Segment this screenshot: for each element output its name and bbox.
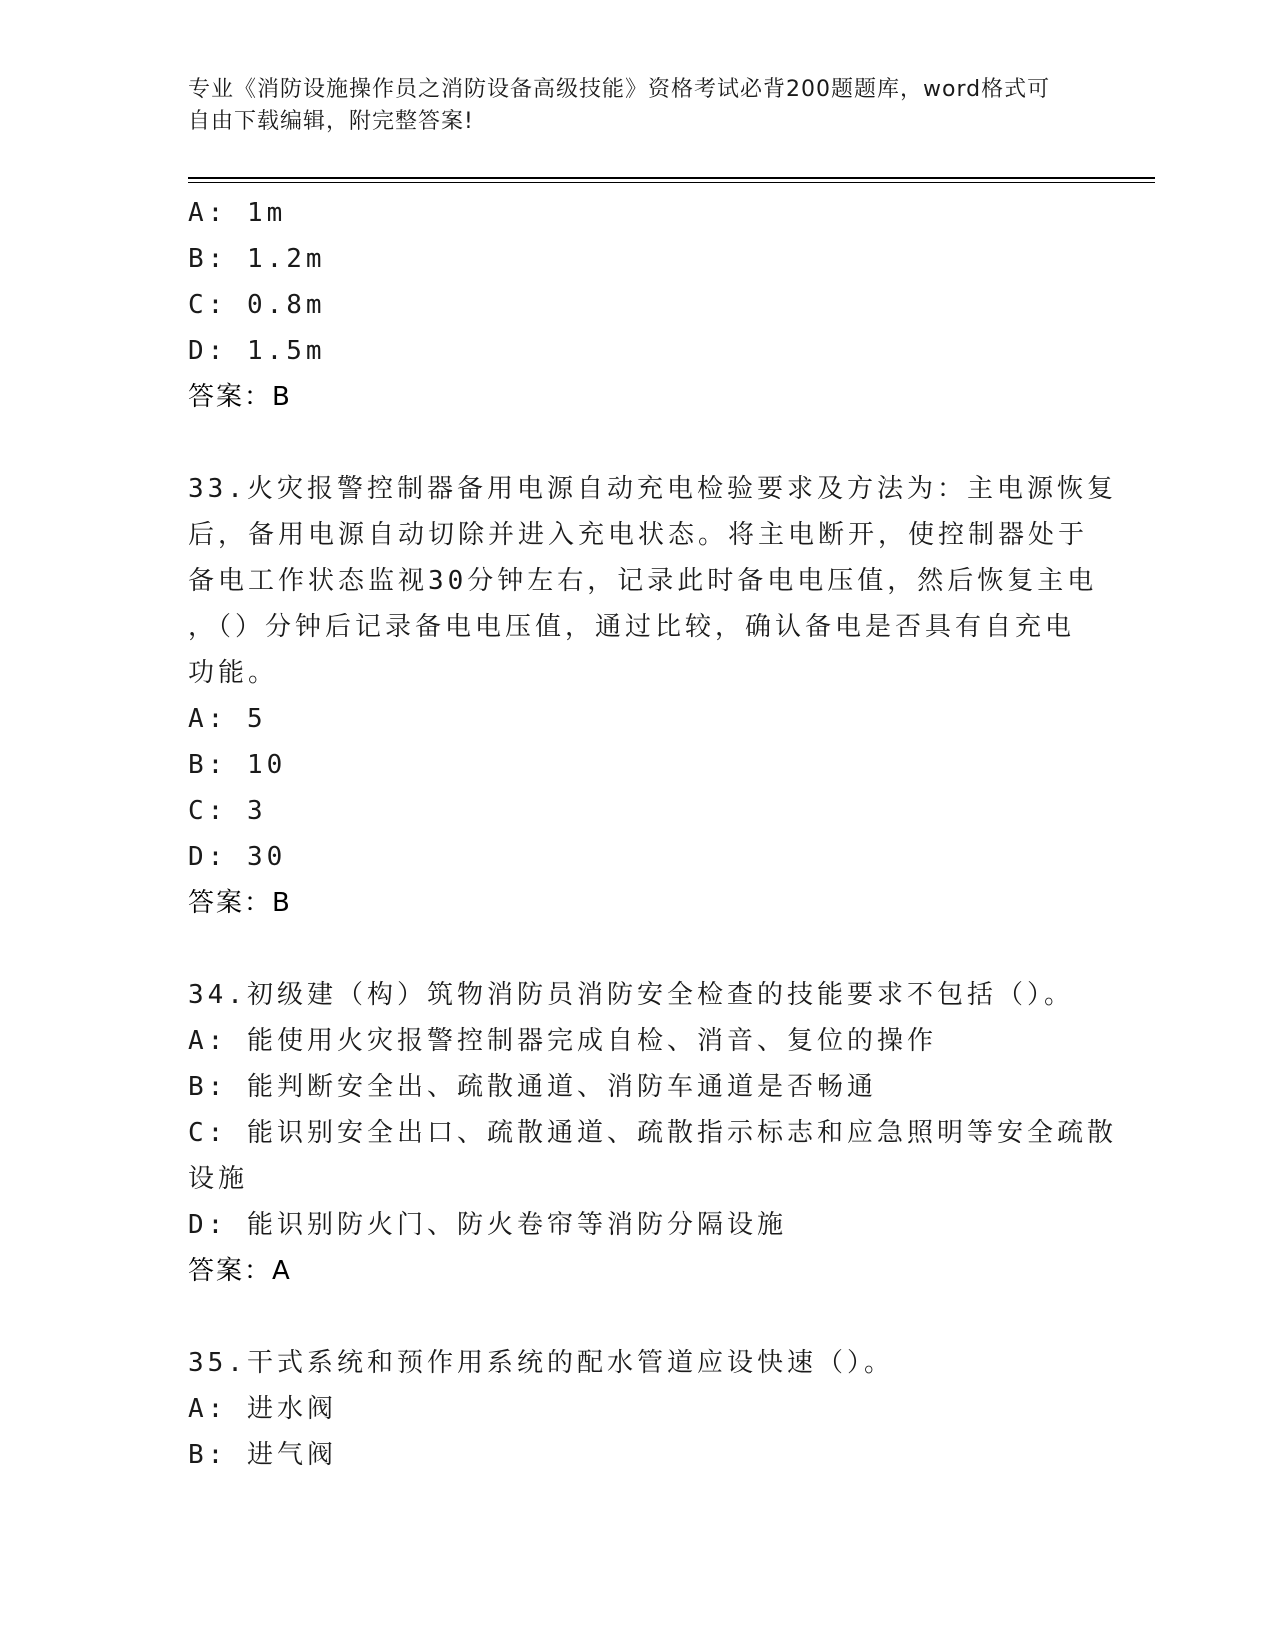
option-c: C: 能识别安全出口、疏散通道、疏散指示标志和应急照明等安全疏散 [188,1118,1117,1148]
question-stem-line: 备电工作状态监视30分钟左右，记录此时备电电压值，然后恢复主电 [188,566,1098,596]
header-rule-thick [188,177,1155,179]
question-34 [188,972,1117,1294]
question-list [188,190,1117,1478]
option-b: B: 进气阀 [188,1440,337,1470]
header-text: 专业《消防设施操作员之消防设备高级技能》资格考试必背200题题库，word格式可自由下载编辑，附完整答案! [188,77,1051,134]
option-a: A: 能使用火灾报警控制器完成自检、消音、复位的操作 [188,1026,937,1056]
question-stem-line: 功能。 [188,658,279,688]
question-32 [188,190,1088,420]
spacer [188,1294,1088,1340]
question-35 [188,1340,1088,1478]
option-d: D: 1.5m [188,336,326,366]
question-stem-line: 33.火灾报警控制器备用电源自动充电检验要求及方法为：主电源恢复 [188,474,1117,504]
question-stem: 35.干式系统和预作用系统的配水管道应设快速（）。 [188,1348,894,1378]
document-header [188,74,1068,138]
option-b: B: 1.2m [188,244,326,274]
question-stem-line: ，（）分钟后记录备电电压值，通过比较，确认备电是否具有自充电 [188,612,1076,642]
option-d: D: 30 [188,842,287,872]
question-33 [188,466,1117,926]
option-d: D: 能识别防火门、防火卷帘等消防分隔设施 [188,1210,787,1240]
option-a: A: 5 [188,704,267,734]
spacer [188,926,1088,972]
option-a: A: 1m [188,198,287,228]
question-stem-line: 后，备用电源自动切除并进入充电状态。将主电断开，使控制器处于 [188,520,1089,550]
header-rule-thin [188,182,1155,183]
answer-line: 答案：A [188,1256,292,1286]
option-c: C: 3 [188,796,267,826]
answer-line: 答案：B [188,888,292,918]
question-stem: 34.初级建（构）筑物消防员消防安全检查的技能要求不包括（）。 [188,980,1074,1010]
answer-line: 答案：B [188,382,292,412]
option-b: B: 10 [188,750,287,780]
option-c-continued: 设施 [188,1164,249,1194]
option-c: C: 0.8m [188,290,326,320]
spacer [188,420,1088,466]
option-a: A: 进水阀 [188,1394,337,1424]
option-b: B: 能判断安全出、疏散通道、消防车通道是否畅通 [188,1072,877,1102]
